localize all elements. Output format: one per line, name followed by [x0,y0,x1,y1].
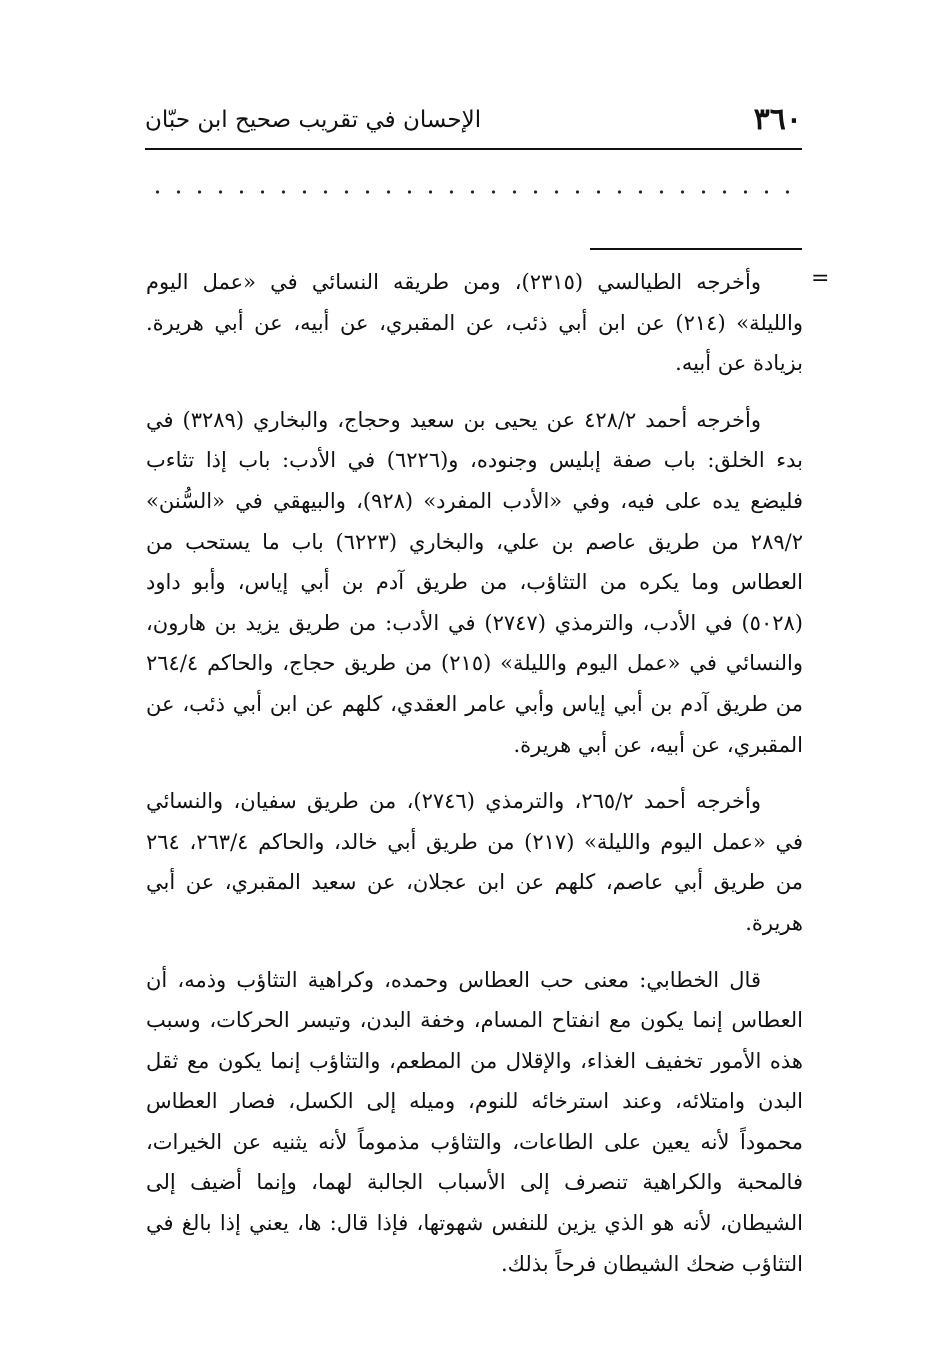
continuation-mark: = [811,266,830,291]
running-title: الإحسان في تقريب صحيح ابن حبّان [145,107,482,133]
paragraph-4: قال الخطابي: معنى حب العطاس وحمده، وكراهية التثاؤب وذمه، أن العطاس إنما يكون مع انفتاح المسام، وخفة البدن، وتيسر الحركات، وسبب هذه الأمور تخفيف الغذاء، والإقلال من المطعم، والتثاؤب إنما يكون مع ثقل البدن وامتلائه، وعند استرخائه للنوم، وميله إلى الكسل، فصار العطاس محموداً لأنه يعين على الطاعات، والتثاؤب مذموماً لأنه يثنيه عن الخيرات، فالمحبة والكراهية تنصرف إلى الأسباب الجالبة لهما، وإنما أضيف إلى الشيطان، لأنه هو الذي يزين للنفس شهوتها، فإذا قال: ها، يعني إذا بالغ في التثاؤب ضحك الشيطان فرحاً بذلك. [146,967,803,1276]
paragraph-3: وأخرجه أحمد ٢٦٥/٢، والترمذي (٢٧٤٦)، من طريق سفيان، والنسائي في «عمل اليوم والليلة» (٢١٧) من طريق أبي خالد، والحاكم ٢٦٣/٤، ٢٦٤ من طريق أبي عاصم، كلهم عن ابن عجلان، عن سعيد المقبري، عن أبي هريرة. [146,789,803,935]
footnote-rule [590,248,802,250]
paragraph-1: وأخرجه الطيالسي (٢٣١٥)، ومن طريقه النسائي في «عمل اليوم والليلة» (٢١٤) عن ابن أبي ذئب، عن المقبري، عن أبيه، عن أبي هريرة. بزيادة عن أبيه. [146,270,803,376]
footnote-text [146,262,803,1300]
paragraph-2: وأخرجه أحمد ٤٢٨/٢ عن يحيى بن سعيد وحجاج، والبخاري (٣٢٨٩) في بدء الخلق: باب صفة إبليس وجنوده، و(٦٢٢٦) في الأدب: باب إذا تثاءب فليضع يده على فيه، وفي «الأدب المفرد» (٩٢٨)، والبيهقي في «السُّنن» ٢٨٩/٢ من طريق عاصم بن علي، والبخاري (٦٢٢٣) باب ما يستحب من العطاس وما يكره من التثاؤب، من طريق آدم بن أبي إياس، وأبو داود (٥٠٢٨) في الأدب، والترمذي (٢٧٤٧) في الأدب: من طريق يزيد بن هارون، والنسائي في «عمل اليوم والليلة» (٢١٥) من طريق حجاج، والحاكم ٢٦٤/٤ من طريق آدم بن أبي إياس وأبي عامر العقدي، كلهم عن ابن أبي ذئب، عن المقبري، عن أبيه، عن أبي هريرة. [146,407,803,757]
dotted-separator [147,189,797,195]
header-rule [145,148,802,150]
page-number: ٣٦٠ [753,102,802,137]
page-header [145,100,802,140]
